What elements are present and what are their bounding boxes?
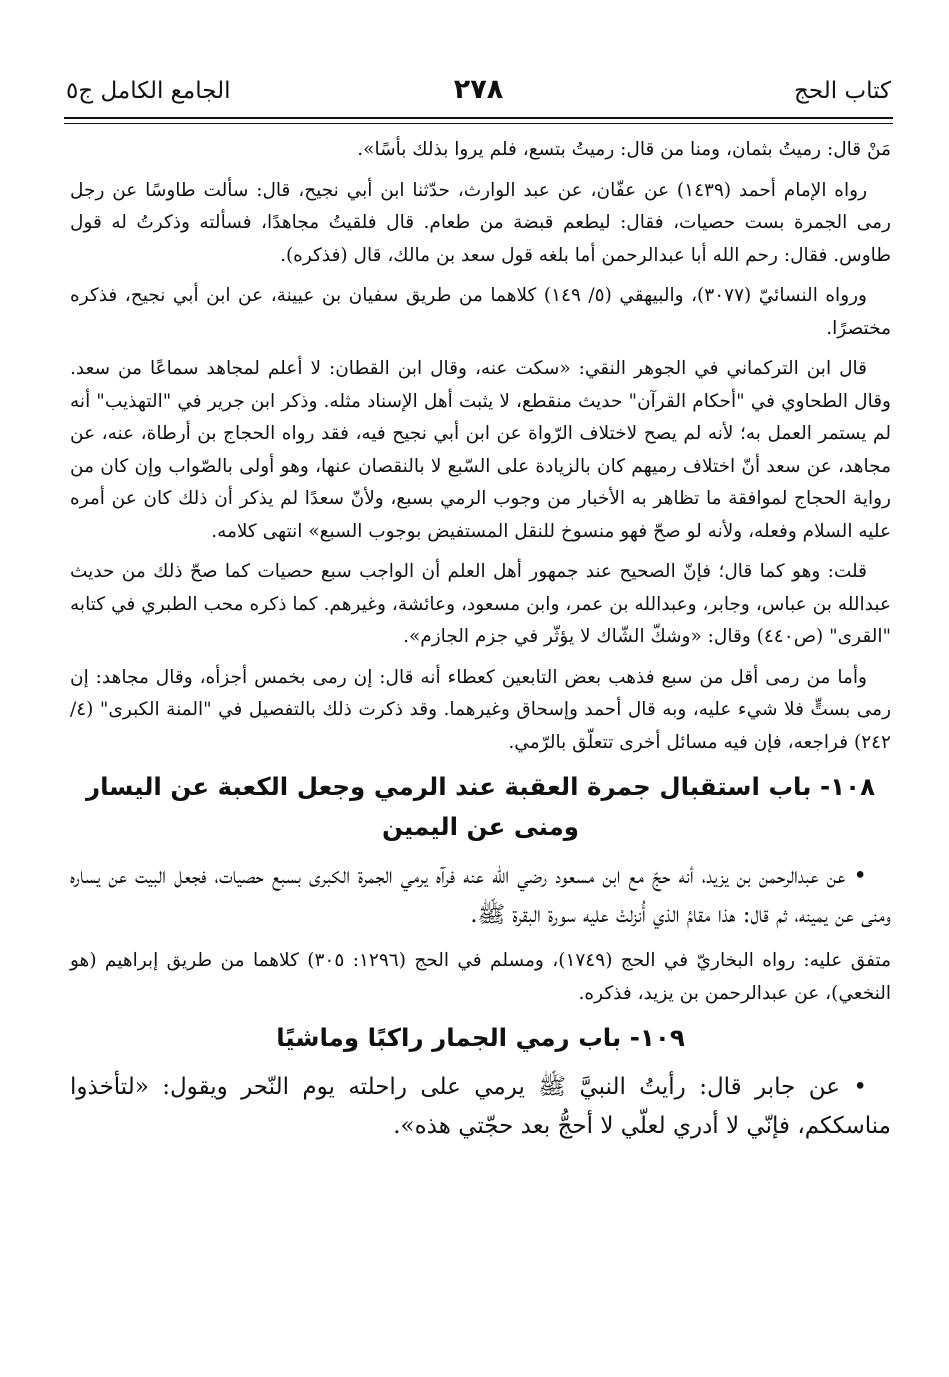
paragraph-2: رواه الإمام أحمد (١٤٣٩) عن عفّان، عن عبد الوارث، حدّثنا ابن أبي نجيح، قال: سألت طاوسًا عن رجل رمى الجمرة بست حصيات، فقال: ليطعم قبضة من طعام. قال فلقيتُ مجاهدًا، فسألته وذكرتُ له قول طاوس. فقال: رحم الله أبا عبدالرحمن أما بلغه قول سعد بن مالك، قال (فذكره). <box>70 179 891 266</box>
running-head-title: الجامع الكامل ج٥ <box>66 78 231 104</box>
hadith-109: • عن جابر قال: رأيتُ النبيَّ ﷺ يرمي على راحلته يوم النّحر ويقول: «لتأخذوا مناسككم، فإنّي لا أدري لعلّي لا أحجُّ بعد حجّتي هذه». <box>70 1074 891 1139</box>
header-rule-thick <box>64 117 893 119</box>
paragraph-3: ورواه النسائيّ (٣٠٧٧)، والبيهقي (٥/ ١٤٩) كلاهما من طريق سفيان بن عيينة، عن ابن أبي نجيح، فذكره مختصرًا. <box>70 285 891 339</box>
paragraph-1: مَنْ قال: رميتُ بثمان، ومنا من قال: رميتُ بتسع، فلم يروا بذلك بأسًا». <box>357 139 891 160</box>
page-header <box>66 70 891 110</box>
page-body <box>70 134 891 1156</box>
section-heading-108: ١٠٨- باب استقبال جمرة العقبة عند الرمي وجعل الكعبة عن اليسار ومنى عن اليمين <box>85 772 876 841</box>
hadith-108: • عن عبدالرحمن بن يزيد، أنه حجّ مع ابن مسعود رضي الله عنه فرآه يرمي الجمرة الكبرى بسبع حصيات، فجعل البيت عن يساره ومنى عن يمينه، ثم قال: هذا مقامُ الذي أُنزلتْ عليه سورة البقرة ﷺ. <box>70 863 891 928</box>
running-head-book: كتاب الحج <box>794 78 891 104</box>
section-heading-109: ١٠٩- باب رمي الجمار راكبًا وماشيًا <box>276 1023 685 1052</box>
paragraph-4: قال ابن التركماني في الجوهر النقي: «سكت عنه، وقال ابن القطان: لا أعلم لمجاهد سماعًا من سعد. وقال الطحاوي في "أحكام القرآن" حديث منقطع، لا يثبت أهل الإسناد مثله. وذكر ابن جرير في "التهذيب" أنه لم يستمر العمل به؛ لأنه لم يصح لاختلاف الرّواة عن ابن أبي نجيح فيه، فقد رواه الحجاج بن أرطاة، عنه، عن مجاهد، عن سعد أنّ اختلاف رميهم كان بالزيادة على السّبع لا بالنقصان عنها، وهو أولى بالصّواب وإن كان من رواية الحجاج لموافقة ما تظاهر به الأخبار من وجوب الرمي بسبع، ولأنّ سعدًا لم يذكر أن ذلك كان عن أمره عليه السلام وفعله، ولأنه لو صحّ فهو منسوخ للنقل المستفيض بوجوب السبع» انتهى كلامه. <box>70 358 891 542</box>
page-number: ٢٧٨ <box>453 74 504 105</box>
paragraph-6: وأما من رمى أقل من سبع فذهب بعض التابعين كعطاء أنه قال: إن رمى بخمس أجزأه، وقال مجاهد: إن رمى بستٍّ فلا شيء عليه، وبه قال أحمد وإسحاق وغيرهما. وقد ذكرت ذلك بالتفصيل في "المنة الكبرى" (٤/ ٢٤٢) فراجعه، فإن فيه مسائل أخرى تتعلّق بالرّمي. <box>70 666 891 753</box>
header-rule-thin <box>64 123 893 124</box>
paragraph-5: قلت: وهو كما قال؛ فإنّ الصحيح عند جمهور أهل العلم أن الواجب سبع حصيات كما صحّ ذلك من حديث عبدالله بن عباس، وجابر، وعبدالله بن عمر، وابن مسعود، وعائشة، وغيرهم. كما ذكره محب الطبري في كتابه "القرى" (ص٤٤٠) وقال: «وشكّ الشّاك لا يؤثّر في جزم الجازم». <box>70 561 891 647</box>
takhrij-108: متفق عليه: رواه البخاريّ في الحج (١٧٤٩)، ومسلم في الحج (١٢٩٦: ٣٠٥) كلاهما من طريق إبراهيم (هو النخعي)، عن عبدالرحمن بن يزيد، فذكره. <box>70 950 891 1004</box>
